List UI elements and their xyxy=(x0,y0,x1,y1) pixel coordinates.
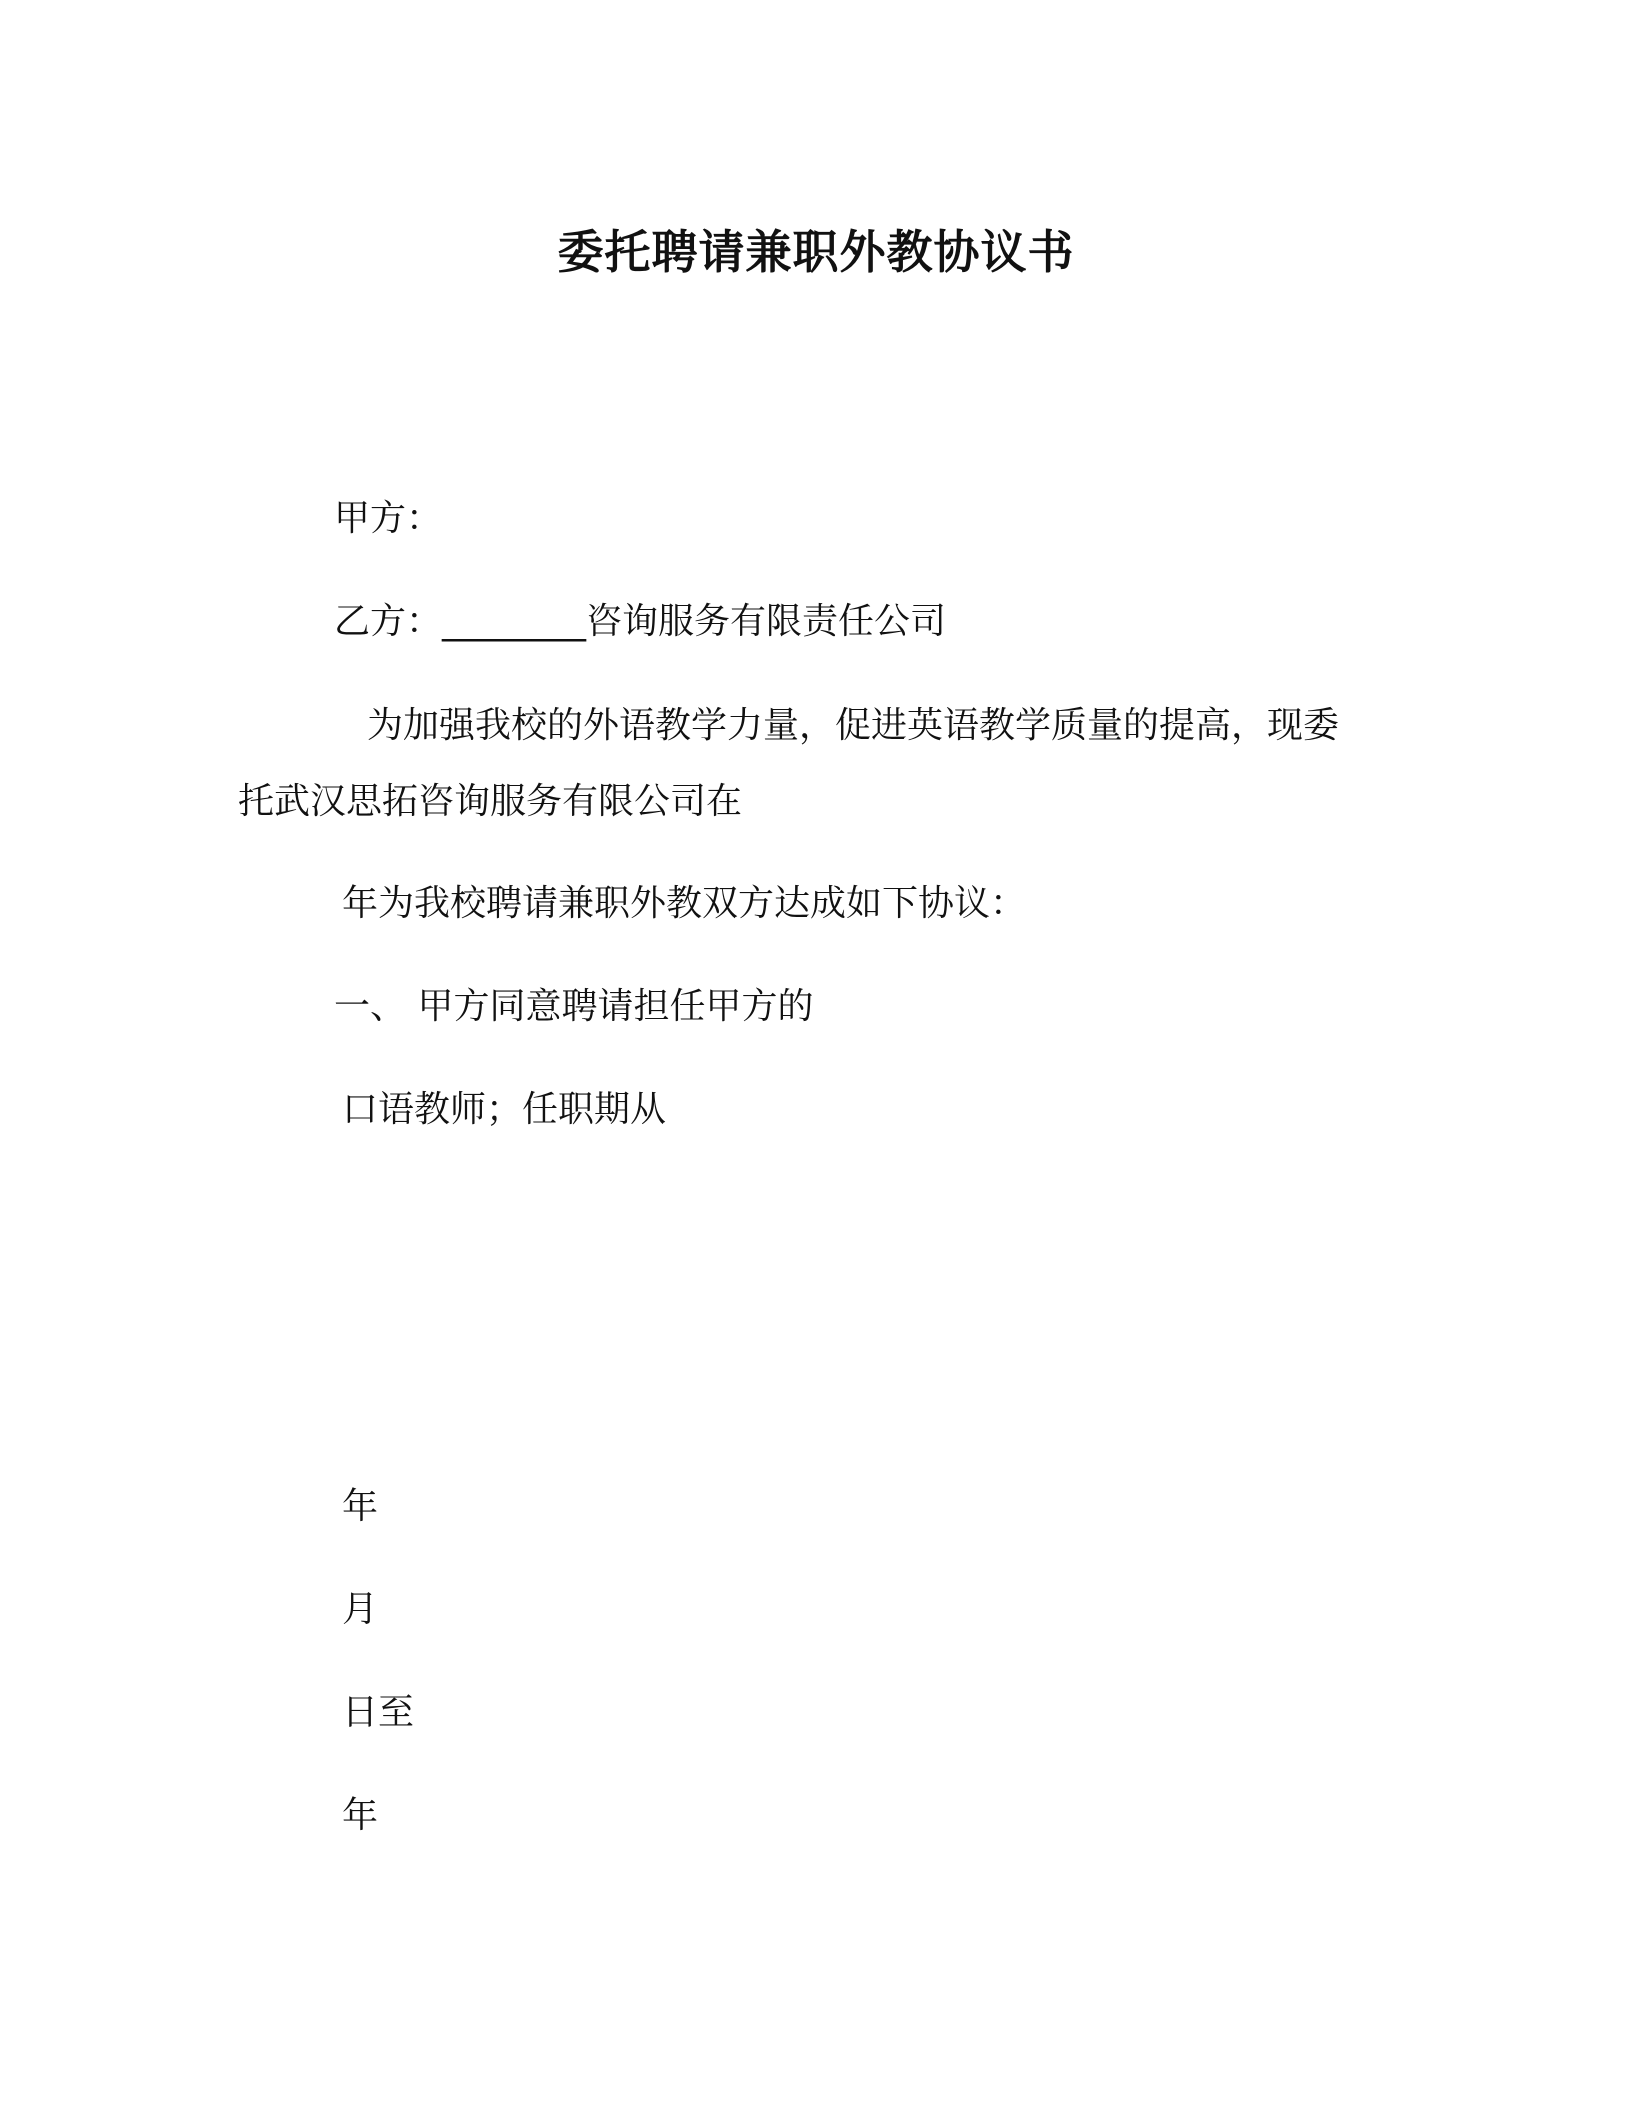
intro-paragraph-line-1: 为加强我校的外语教学力量，促进英语教学质量的提高，现委 xyxy=(367,705,1340,746)
clause-1-line-2: 口语教师；任职期从 xyxy=(342,1089,667,1130)
clause-1-line-1: 一、 甲方同意聘请担任甲方的 xyxy=(334,986,814,1027)
date-year-1: 年 xyxy=(342,1486,379,1527)
intro-paragraph-line-3: 年为我校聘请兼职外教双方达成如下协议： xyxy=(342,883,1027,924)
party-b-line: 乙方：________咨询服务有限责任公司 xyxy=(334,601,947,642)
intro-paragraph-line-2: 托武汉思拓咨询服务有限公司在 xyxy=(238,781,743,822)
date-year-2: 年 xyxy=(342,1795,379,1836)
party-a-line: 甲方： xyxy=(334,498,443,539)
date-day-to: 日至 xyxy=(342,1692,415,1733)
document-title: 委托聘请兼职外教协议书 xyxy=(557,225,1075,279)
date-month: 月 xyxy=(342,1589,379,1630)
